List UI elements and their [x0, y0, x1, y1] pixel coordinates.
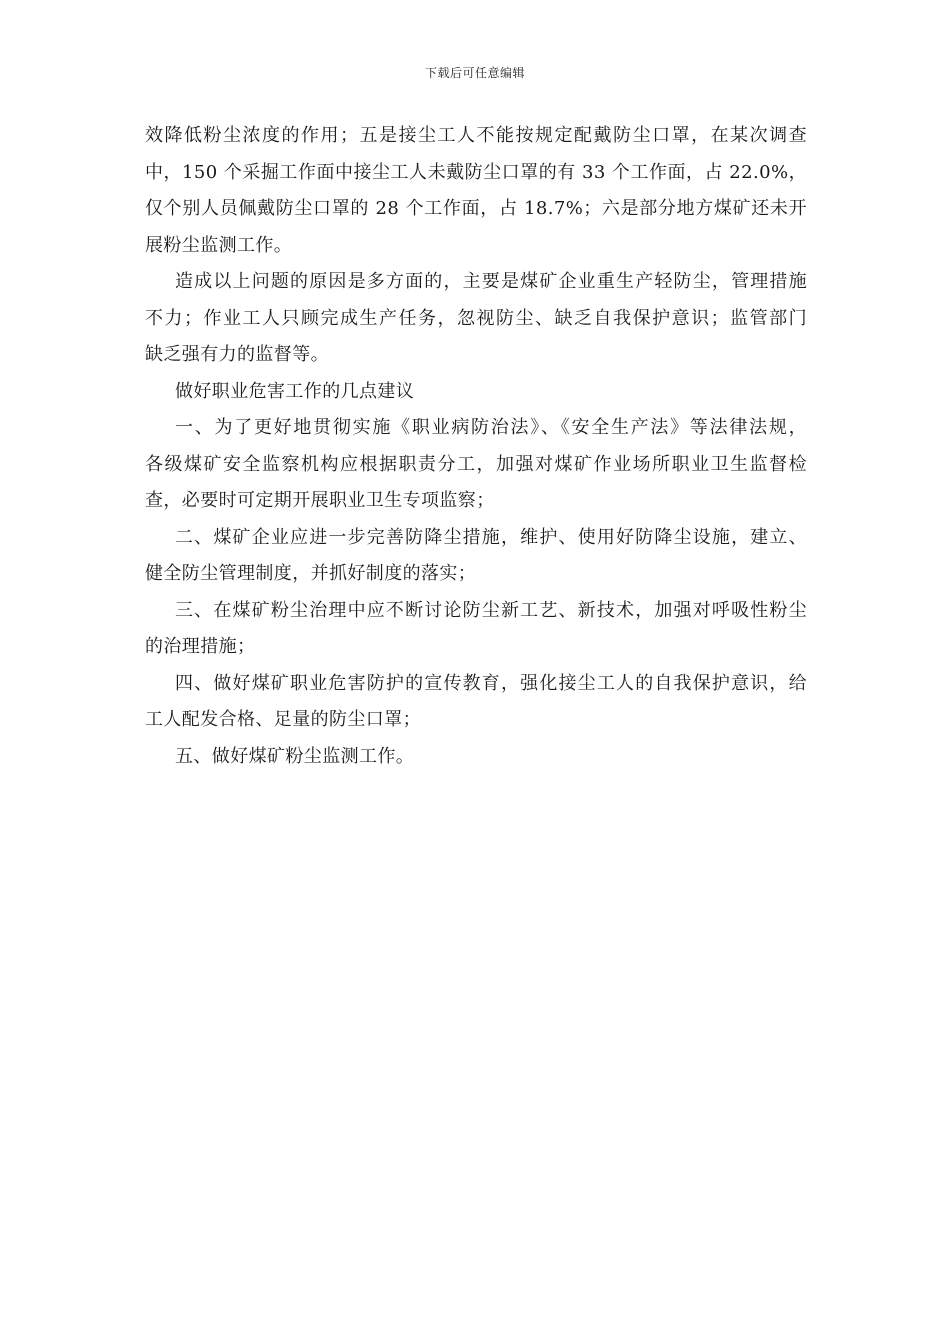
- text-line: 查，必要时可定期开展职业卫生专项监察；: [145, 490, 495, 511]
- list-item: [145, 410, 807, 520]
- page-header: 下载后可任意编辑: [424, 66, 525, 80]
- text-line: 一、为了更好地贯彻实施《职业病防治法》、《安全生产法》等法律法规，: [175, 417, 807, 438]
- text-line: 效降低粉尘浓度的作用；五是接尘工人不能按规定配戴防尘口罩，在某次调查: [145, 125, 807, 146]
- document-body: [145, 118, 807, 775]
- section-heading: [145, 374, 807, 411]
- list-item: [145, 593, 807, 666]
- list-item: [145, 666, 807, 739]
- text-line: 五、做好煤矿粉尘监测工作。: [175, 745, 415, 767]
- list-item: [145, 739, 807, 776]
- text-line: 四、做好煤矿职业危害防护的宣传教育，强化接尘工人的自我保护意识，给: [175, 672, 807, 694]
- text-line: 造成以上问题的原因是多方面的，主要是煤矿企业重生产轻防尘，管理措施: [175, 271, 807, 292]
- text-line: 健全防尘管理制度，并抓好制度的落实；: [145, 563, 477, 584]
- text-line: 的治理措施；: [145, 636, 256, 657]
- text-line: 不力；作业工人只顾完成生产任务，忽视防尘、缺乏自我保护意识；监管部门: [145, 307, 807, 329]
- text-line: 仅个别人员佩戴防尘口罩的 28 个工作面，占 18.7%；六是部分地方煤矿还未开: [145, 198, 807, 219]
- list-item: [145, 520, 807, 593]
- text-line: 做好职业危害工作的几点建议: [175, 380, 415, 402]
- text-line: 缺乏强有力的监督等。: [145, 344, 329, 365]
- paragraph: [145, 264, 807, 374]
- text-line: 中，150 个采掘工作面中接尘工人未戴防尘口罩的有 33 个工作面，占 22.0%，: [145, 161, 807, 183]
- paragraph: [145, 118, 807, 264]
- text-line: 工人配发合格、足量的防尘口罩；: [145, 709, 421, 730]
- text-line: 展粉尘监测工作。: [145, 234, 293, 256]
- text-line: 二、煤矿企业应进一步完善防降尘措施，维护、使用好防降尘设施，建立、: [175, 526, 807, 548]
- text-line: 三、在煤矿粉尘治理中应不断讨论防尘新工艺、新技术，加强对呼吸性粉尘: [175, 599, 807, 621]
- text-line: 各级煤矿安全监察机构应根据职责分工，加强对煤矿作业场所职业卫生监督检: [145, 453, 807, 475]
